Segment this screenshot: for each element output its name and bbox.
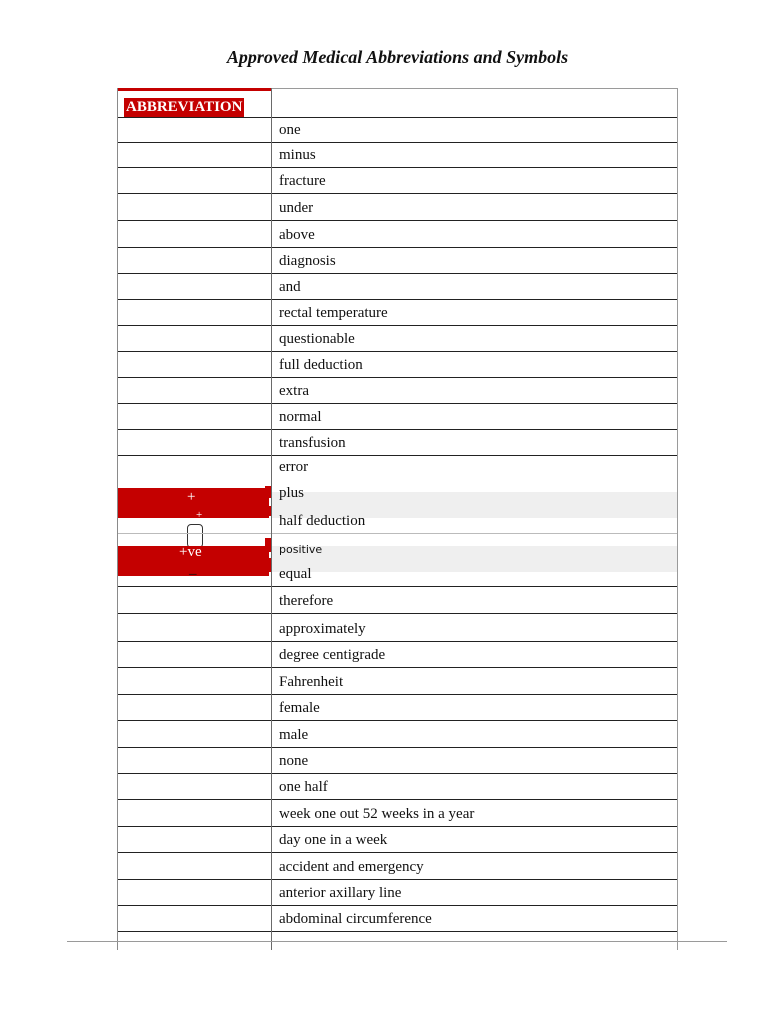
table-row [117,480,678,506]
table-row [117,668,678,695]
row-description: diagnosis [279,253,336,269]
row-description: full deduction [279,357,363,373]
table-row [117,352,678,378]
abbreviation-table [117,88,678,950]
table-row [117,800,678,827]
table-row [117,378,678,404]
row-description: accident and emergency [279,859,424,875]
small-plus-symbol: + [196,509,203,521]
abbreviation-header: ABBREVIATION [126,99,243,115]
row-description: female [279,700,320,716]
table-row [117,300,678,326]
table-row [117,560,678,587]
row-description: positive [279,543,323,556]
row-description: none [279,753,309,769]
table-row [117,827,678,853]
row-description: anterior axillary line [279,885,402,901]
table-row [117,194,678,221]
row-description: week one out 52 weeks in a year [279,806,475,822]
table-row [117,118,678,143]
table-row [117,168,678,194]
table-row [117,404,678,430]
positive-symbol: +ve [179,544,202,560]
page-footer-rule [67,941,727,942]
row-description: extra [279,383,309,399]
table-left-border [117,88,118,950]
table-row [117,642,678,668]
row-description: one half [279,779,328,795]
row-description: fracture [279,173,326,189]
row-description: minus [279,147,316,163]
table-row [117,248,678,274]
row-description: above [279,227,315,243]
row-description: error [279,459,309,475]
table-row [117,456,678,480]
row-description: rectal temperature [279,305,388,321]
row-description: one [279,122,301,138]
table-row [117,853,678,880]
table-row [117,880,678,906]
row-description: under [279,200,314,216]
row-description: degree centigrade [279,647,386,663]
row-description: and [279,279,301,295]
table-row [117,143,678,168]
table-row [117,721,678,748]
row-description: questionable [279,331,355,347]
table-row [117,614,678,642]
table-row [117,326,678,352]
equal-dash-symbol: – [189,566,197,582]
table-row [117,906,678,932]
row-description: equal [279,566,312,582]
row-description: therefore [279,593,334,609]
row-description: normal [279,409,322,425]
row-description: plus [279,485,305,501]
row-description: male [279,727,309,743]
table-row [117,534,678,560]
table-column-divider [271,88,272,950]
row-description: abdominal circumference [279,911,432,927]
table-row [117,774,678,800]
plus-symbol: + [187,489,196,505]
row-description: day one in a week [279,832,388,848]
row-description: half deduction [279,513,366,529]
table-row [117,430,678,456]
row-description: approximately [279,621,366,637]
row-description: transfusion [279,435,346,451]
table-row [117,695,678,721]
table-row [117,274,678,300]
table-header-row [117,88,678,118]
table-row [117,221,678,248]
table-row [117,587,678,614]
document-title: Approved Medical Abbreviations and Symbols [226,47,569,67]
table-row [117,506,678,534]
table-right-border [677,88,678,950]
row-description: Fahrenheit [279,674,344,690]
table-row [117,748,678,774]
